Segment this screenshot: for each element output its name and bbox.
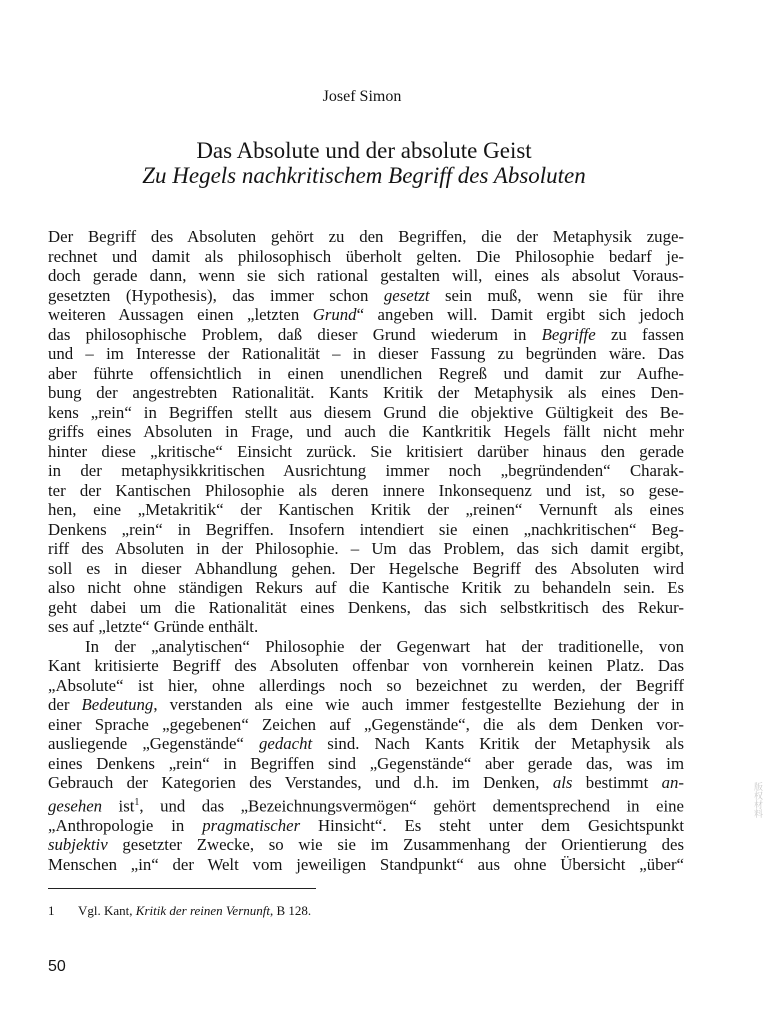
italic-text: Grund [312, 305, 357, 324]
text-line: Gebrauch der Kategorien des Verstandes, und d.h. im Denken, als bestimmt an- [48, 773, 684, 792]
text-line: In der „analytischen“ Philosophie der Gegenwart hat der traditionelle, von [85, 636, 684, 656]
text-line: rechnet und damit als philosophisch überholt gelten. Die Philosophie bedarf je- [48, 246, 684, 266]
text-line: gesetzten (Hypothesis), das immer schon gesetzt sein muß, wenn sie für ihre [48, 285, 684, 305]
text-line: in der metaphysikkritischen Ausrichtung immer noch „begründenden“ Charak- [48, 461, 684, 480]
footnote [48, 903, 311, 919]
text-line: und – im Interesse der Rationalität – in dieser Fassung zu begründen wäre. Das [48, 344, 684, 363]
text-line: aber führte offensichtlich in einen unendlichen Regreß und damit zur Aufhe- [48, 363, 684, 383]
italic-text: an- [661, 773, 684, 792]
text-line: einer Sprache „gegebenen“ Zeichen auf „Gegenstände“, die als dem Denken vor- [48, 714, 684, 734]
italic-text: gesetzt [383, 285, 430, 305]
italic-text: gesehen [48, 796, 103, 816]
text-line: bung der angestrebten Rationalität. Kants Kritik der Metaphysik als eines Den- [48, 383, 684, 402]
text-line: hen, eine „Metakritik“ der Kantischen Kritik der „reinen“ Vernunft als eines [48, 500, 684, 519]
text-line: kens „rein“ in Begriffen stellt aus diesem Grund die objektive Gültigkeit des Be- [48, 402, 684, 422]
footnote-rule [48, 888, 316, 889]
text-line: Kant kritisierte Begriff des Absoluten offenbar von vornherein keinen Platz. Das [48, 656, 684, 675]
text-line: eines Denkens „rein“ in Begriffen sind „Gegenstände“ aber gerade das, was im [48, 753, 684, 773]
italic-text: gedacht [259, 734, 313, 753]
text-line: Menschen „in“ der Welt vom jeweiligen Standpunkt“ aus ohne Übersicht „über“ [48, 854, 684, 874]
italic-text: subjektiv [48, 835, 108, 855]
text-line: „Anthropologie in pragmatischer Hinsicht“. Es steht unter dem Gesichtspunkt [48, 815, 684, 835]
text-line: soll es in dieser Abhandlung gehen. Der Hegelsche Begriff des Absoluten wird [48, 558, 684, 578]
text-line: Der Begriff des Absoluten gehört zu den Begriffen, die der Metaphysik zuge- [48, 227, 684, 246]
text-line: ter der Kantischen Philosophie als deren innere Inkonsequenz und ist, so gese- [48, 480, 684, 500]
page-number: 50 [48, 958, 66, 975]
body-text [48, 227, 684, 874]
text-line: „Absolute“ ist hier, ohne allerdings noch so bezeichnet zu werden, der Begriff [48, 675, 684, 695]
text-line: ausliegende „Gegenstände“ gedacht sind. Nach Kants Kritik der Metaphysik als [48, 734, 685, 753]
text-line: also nicht ohne ständigen Rekurs auf die Kantische Kritik zu behandeln sein. Es [48, 578, 684, 597]
italic-text: Begriffe [541, 324, 596, 344]
text-line: riff des Absoluten in der Philosophie. – Um das Problem, das sich damit ergibt, [48, 539, 684, 558]
text-line: ses auf „letzte“ Gründe enthält. [48, 617, 259, 636]
chapter-subtitle: Zu Hegels nachkritischem Begriff des Absoluten [142, 163, 586, 188]
copyright-stamp: 版权材料 [752, 782, 762, 818]
paragraph [48, 637, 684, 875]
footnote-reference: 1 [134, 796, 140, 808]
footnote-text: Vgl. Kant, Kritik der reinen Vernunft, B 128. [78, 903, 312, 918]
italic-text: Bedeutung [81, 695, 154, 714]
text-line: Denkens „rein“ in Begriffen. Insofern intendiert sie einen „nachkritischen“ Beg- [48, 519, 684, 539]
footnote-mark: 1 [48, 903, 55, 918]
text-line: subjektiv gesetzter Zwecke, so wie sie im Zusammenhang der Orientierung des [48, 835, 684, 855]
text-line: das philosophische Problem, daß dieser Grund wiederum in Begriffe zu fassen [48, 324, 684, 344]
italic-text: Kritik der reinen Vernunft [135, 903, 270, 918]
text-line: hinter diese „kritische“ Einsicht zurück. Sie kritisiert darüber hinaus den gerade [48, 441, 684, 461]
paragraph [48, 227, 684, 637]
chapter-title: Das Absolute und der absolute Geist [196, 138, 532, 163]
text-line: griffs eines Absoluten in Frage, und auch die Kantkritik Hegels fällt nicht mehr [48, 422, 684, 441]
text-line: gesehen ist$^1$, und das „Bezeichnungsvermögen“ gehört dementsprechend in eine [48, 796, 684, 816]
text-line: der Bedeutung, verstanden als eine wie auch immer festgestellte Beziehung der in [48, 695, 685, 714]
author-name: Josef Simon [322, 88, 402, 105]
text-line: doch gerade dann, wenn sie sich rational gestalten will, eines als absolut Voraus- [48, 266, 684, 285]
text-line: weiteren Aussagen einen „letzten Grund“ angeben will. Damit ergibt sich jedoch [48, 305, 684, 324]
text-line: geht dabei um die Rationalität eines Denkens, das sich selbstkritisch des Rekur- [48, 597, 684, 617]
italic-text: pragmatischer [202, 815, 301, 835]
italic-text: als [552, 773, 573, 792]
